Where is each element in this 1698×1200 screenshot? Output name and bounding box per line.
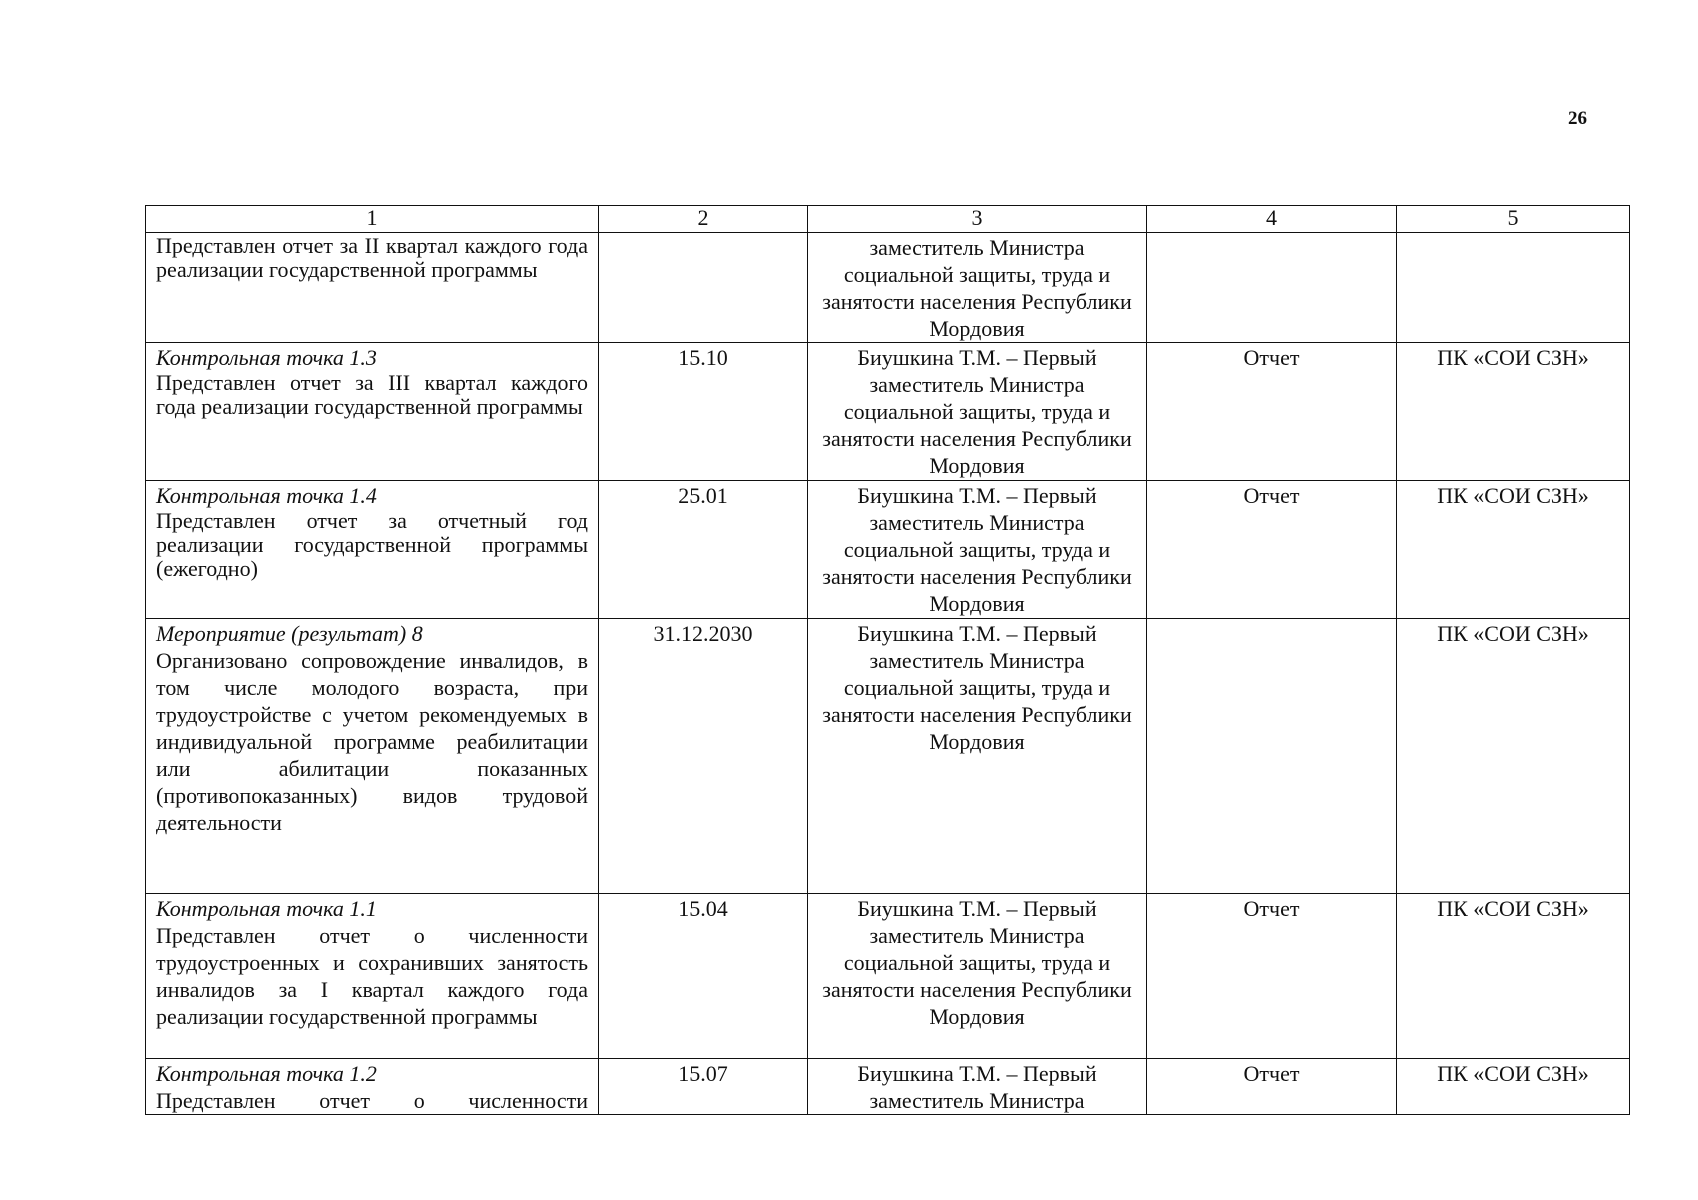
description-cell [146, 619, 599, 894]
responsible-cell: Биушкина Т.М. – Первый заместитель Министра социальной защиты, труда и занятости населения Республики Мордовия [808, 894, 1147, 1059]
responsible-cell: заместитель Министра социальной защиты, труда и занятости населения Республики Мордовия [808, 233, 1147, 343]
column-number-3: 3 [808, 206, 1147, 233]
table-row [146, 233, 1630, 343]
activity-label: Мероприятие (результат) 8 [156, 621, 423, 646]
responsible-cell: Биушкина Т.М. – Первый заместитель Министра социальной защиты, труда и занятости населения Республики Мордовия [808, 343, 1147, 481]
deadline-cell: 31.12.2030 [599, 619, 808, 894]
information-system-cell: ПК «СОИ СЗН» [1397, 619, 1630, 894]
information-system-cell: ПК «СОИ СЗН» [1397, 481, 1630, 619]
table-row [146, 1059, 1630, 1115]
deadline-cell [599, 233, 808, 343]
deadline-cell: 15.07 [599, 1059, 808, 1115]
description-text: Представлен отчет за II квартал каждого года реализации государственной программы [156, 233, 588, 282]
description-cell [146, 233, 599, 343]
deadline-cell: 25.01 [599, 481, 808, 619]
control-point-label: Контрольная точка 1.2 [156, 1061, 377, 1086]
responsible-cell: Биушкина Т.М. – Первый заместитель Министра [808, 1059, 1147, 1115]
column-number-1: 1 [146, 206, 599, 233]
column-number-2: 2 [599, 206, 808, 233]
description-cell [146, 894, 599, 1059]
plan-table [145, 205, 1630, 1115]
description-text: Представлен отчет о численности трудоустроенных и сохранивших занятость инвалидов за I квартал каждого года реализации государственной программы [156, 923, 588, 1029]
result-type-cell: Отчет [1147, 1059, 1397, 1115]
control-point-label: Контрольная точка 1.1 [156, 896, 377, 921]
description-text: Представлен отчет за отчетный год реализации государственной программы (ежегодно) [156, 508, 588, 581]
table-row [146, 619, 1630, 894]
page-number: 26 [1568, 108, 1587, 129]
table-row [146, 481, 1630, 619]
description-text: Организовано сопровождение инвалидов, в том числе молодого возраста, при трудоустройстве с учетом рекомендуемых в индивидуальной программе реабилитации или абилитации показанных (противопоказанных) видов трудовой деятельности [156, 648, 588, 835]
result-type-cell: Отчет [1147, 343, 1397, 481]
deadline-cell: 15.10 [599, 343, 808, 481]
description-text: Представлен отчет за III квартал каждого года реализации государственной программы [156, 370, 588, 419]
description-cell [146, 481, 599, 619]
column-number-5: 5 [1397, 206, 1630, 233]
table-row [146, 343, 1630, 481]
result-type-cell: Отчет [1147, 481, 1397, 619]
table-header-row [146, 206, 1630, 233]
information-system-cell [1397, 233, 1630, 343]
result-type-cell: Отчет [1147, 894, 1397, 1059]
table-row [146, 894, 1630, 1059]
result-type-cell [1147, 619, 1397, 894]
information-system-cell: ПК «СОИ СЗН» [1397, 1059, 1630, 1115]
control-point-label: Контрольная точка 1.3 [156, 345, 377, 370]
description-cell [146, 1059, 599, 1115]
information-system-cell: ПК «СОИ СЗН» [1397, 894, 1630, 1059]
information-system-cell: ПК «СОИ СЗН» [1397, 343, 1630, 481]
responsible-cell: Биушкина Т.М. – Первый заместитель Министра социальной защиты, труда и занятости населения Республики Мордовия [808, 619, 1147, 894]
result-type-cell [1147, 233, 1397, 343]
responsible-cell: Биушкина Т.М. – Первый заместитель Министра социальной защиты, труда и занятости населения Республики Мордовия [808, 481, 1147, 619]
column-number-4: 4 [1147, 206, 1397, 233]
description-text: Представлен отчет о численности [156, 1088, 588, 1113]
deadline-cell: 15.04 [599, 894, 808, 1059]
control-point-label: Контрольная точка 1.4 [156, 483, 377, 508]
description-cell [146, 343, 599, 481]
